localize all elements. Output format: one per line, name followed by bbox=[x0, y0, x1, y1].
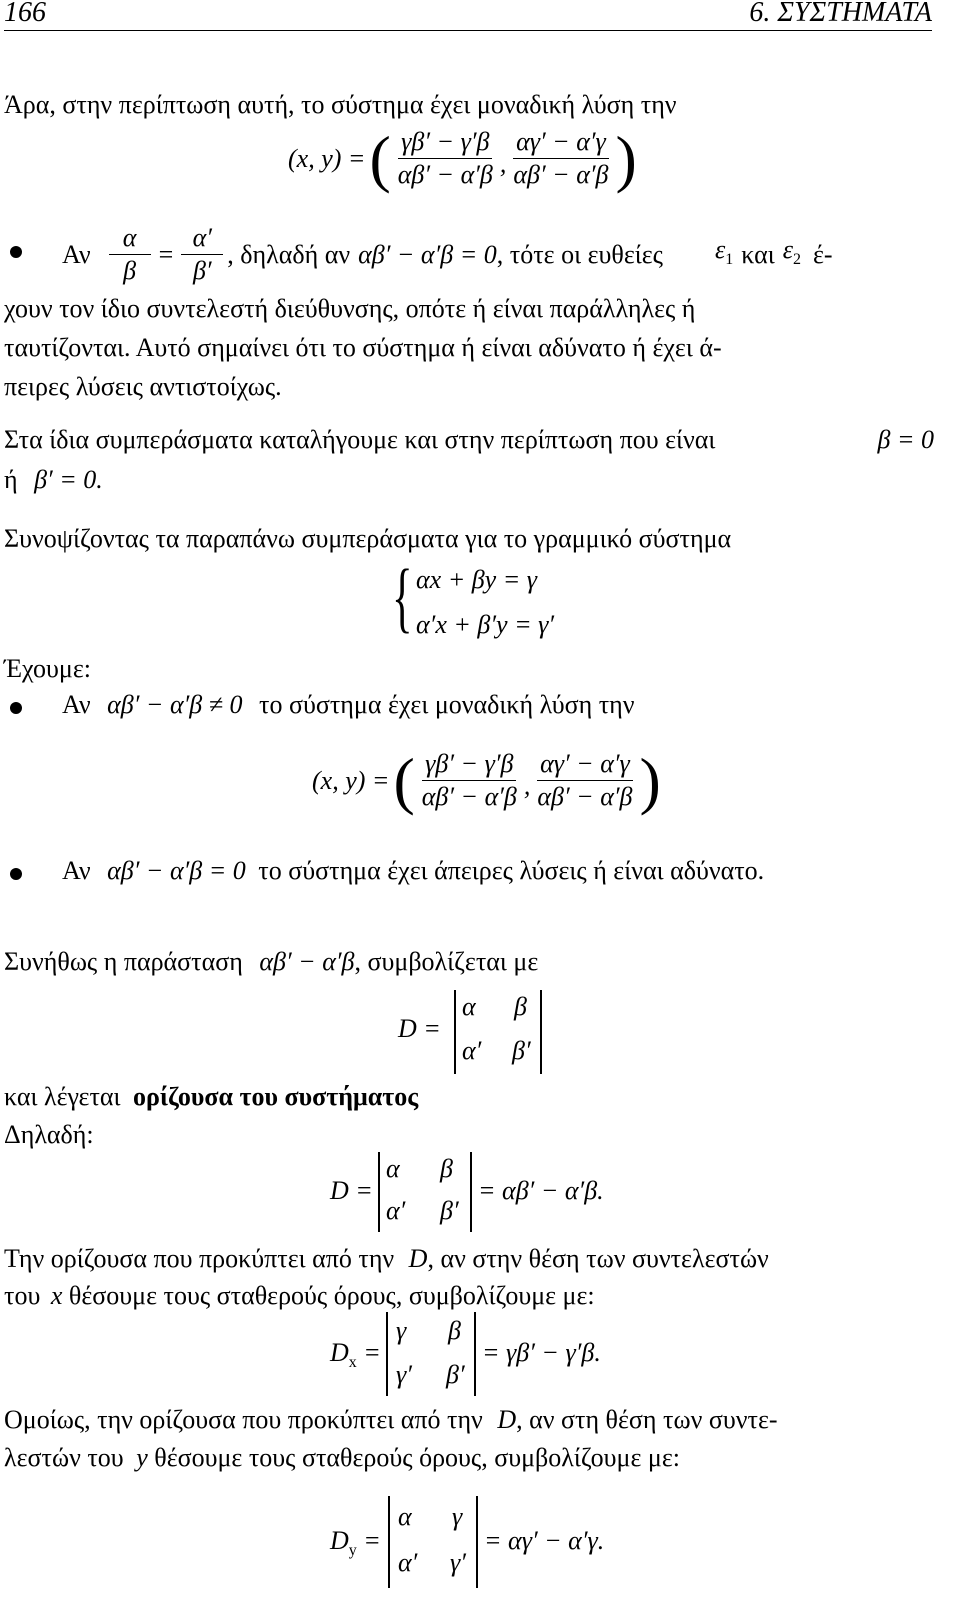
bullet-icon bbox=[10, 868, 22, 880]
det-bar-right bbox=[540, 990, 542, 1074]
comma: , bbox=[499, 148, 507, 178]
fraction-y-denominator: αβ′ − α′β bbox=[513, 160, 609, 189]
determinant-Dy: $D_y$ = α γ α′ γ′ = αγ′ − α′γ. bbox=[330, 1496, 650, 1588]
fraction-y bbox=[510, 126, 611, 191]
dilady: Δηλαδή: bbox=[4, 1120, 94, 1149]
left-paren-icon: ( bbox=[393, 744, 415, 816]
para2-line2: ή β′ = 0. bbox=[4, 465, 103, 494]
epsilon2: $\varepsilon_2$ bbox=[782, 234, 801, 268]
left-brace-icon: { bbox=[392, 553, 413, 640]
determinant-D: D = α β α′ β′ bbox=[398, 990, 558, 1074]
bullet1-line2: χουν τον ίδιο συντελεστή διεύθυνσης, οπότε ή είναι παράλληλες ή bbox=[4, 294, 696, 323]
paragraph-unique-solution: Άρα, στην περίπτωση αυτή, το σύστημα έχει μοναδική λύση την bbox=[4, 90, 677, 119]
det-bar-left bbox=[454, 990, 456, 1074]
bullet1-line3: ταυτίζονται. Αυτό σημαίνει ότι το σύστημα ή είναι αδύνατο ή έχει ά- bbox=[4, 333, 722, 362]
fraction-alpha-beta-prime: $\frac{\alpha'}{\beta'}$ bbox=[181, 222, 223, 287]
para6-line2: του x θέσουμε τους σταθερούς όρους, συμβολίζουμε με: bbox=[4, 1281, 595, 1310]
equals: = bbox=[158, 239, 174, 269]
fraction-alpha-beta: $\frac{\alpha}{\beta}$ bbox=[109, 222, 151, 287]
left-paren-icon: ( bbox=[369, 122, 391, 194]
right-paren-icon: ) bbox=[615, 122, 637, 194]
page-number: 166 bbox=[4, 0, 46, 28]
para6-line1: Την ορίζουσα που προκύπτει από την D, αν στην θέση των συντελεστών bbox=[4, 1244, 769, 1273]
determinant-D-expanded: D = α β α′ β′ = αβ′ − α′β. bbox=[330, 1152, 650, 1232]
system-eq1: αx + βy = γ bbox=[416, 565, 538, 594]
system-eq2: α′x + β′y = γ′ bbox=[416, 610, 555, 639]
chapter-title: 6. ΣΥΣΤΗΜΑΤΑ bbox=[749, 0, 932, 28]
para4: Συνήθως η παράσταση αβ′ − α′β, συμβολίζεται με bbox=[4, 947, 539, 976]
para5: και λέγεται ορίζουσα του συστήματος bbox=[4, 1082, 419, 1111]
epsilon1: $\varepsilon_1$ bbox=[714, 234, 734, 268]
fraction-x bbox=[395, 126, 496, 191]
fraction-x-numerator: γβ′ − γ′β bbox=[398, 126, 492, 159]
bullet1-line4: πειρες λύσεις αντιστοίχως. bbox=[4, 372, 282, 401]
right-paren-icon: ) bbox=[639, 744, 661, 816]
bullet2: Αν αβ′ − α′β ≠ 0 το σύστημα έχει μοναδική λύση την bbox=[62, 690, 635, 719]
bullet1-an: Αν bbox=[62, 239, 91, 269]
para7-line1: Ομοίως, την ορίζουσα που προκύπτει από την D, αν στη θέση των συντε- bbox=[4, 1405, 778, 1434]
determinant-term: ορίζουσα του συστήματος bbox=[133, 1082, 419, 1111]
bullet-icon bbox=[10, 246, 22, 258]
para3: Συνοψίζοντας τα παραπάνω συμπεράσματα για το γραμμικό σύστημα bbox=[4, 524, 732, 553]
solution-formula bbox=[288, 122, 637, 194]
solution-formula-2: (x, y) = ( $\frac{\gamma\beta' - \gamma'\beta}{\alpha\beta' - \alpha'\beta}$ , $\frac{\alpha\gamma' - \alpha'\gamma}{\alpha\beta' - \alpha'\beta}$ ) bbox=[312, 744, 661, 816]
exoume: Έχουμε: bbox=[4, 654, 91, 683]
determinant-Dx: $D_x$ = γ β γ′ β′ = γβ′ − γ′β. bbox=[330, 1312, 650, 1396]
formula-lhs: (x, y) = bbox=[288, 143, 366, 173]
bullet-icon bbox=[10, 702, 22, 714]
fraction-x-denominator: αβ′ − α′β bbox=[397, 160, 493, 189]
page-header bbox=[4, 0, 932, 31]
fraction-y-numerator: αγ′ − α′γ bbox=[513, 126, 609, 159]
bullet1-line1: Αν $\frac{\alpha}{\beta}$ = $\frac{\alpha'}{\beta'}$ , δηλαδή αν αβ′ − α′β = 0 , τότε οι ευθείες $\varepsilon_1$ και $\varepsilon_2$ έ- bbox=[62, 223, 833, 285]
para7-line2: λεστών του y θέσουμε τους σταθερούς όρους, συμβολίζουμε με: bbox=[4, 1443, 680, 1472]
bullet3: Αν αβ′ − α′β = 0 το σύστημα έχει άπειρες λύσεις ή είναι αδύνατο. bbox=[62, 856, 765, 885]
para2-line1: Στα ίδια συμπεράσματα καταλήγουμε και στην περίπτωση που είναι β = 0 bbox=[4, 425, 934, 454]
